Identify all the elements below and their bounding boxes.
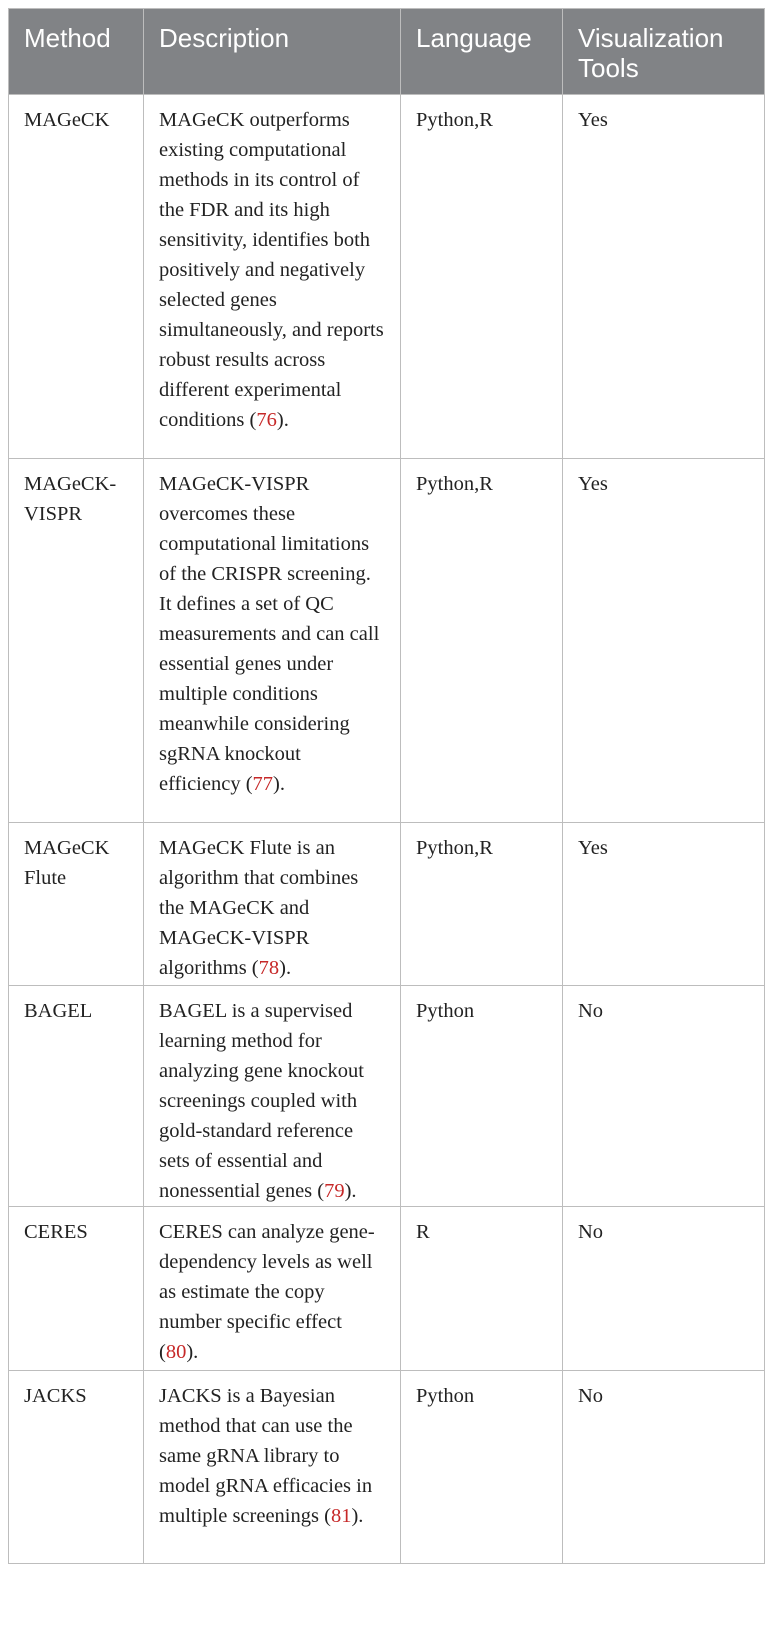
description-text: MAGeCK outperforms existing computational methods in its control of the FDR and its high sensitivity, identifies both positively and negatively selected genes simultaneously, and reports robust results across different experimental conditions (: [159, 109, 384, 431]
language-cell: R: [401, 1207, 563, 1371]
description-tail: ).: [186, 1341, 199, 1363]
language-cell: Python,R: [401, 459, 563, 823]
reference-link[interactable]: 78: [258, 957, 280, 979]
table-row: [9, 1207, 765, 1371]
description-tail: ).: [273, 773, 285, 795]
visualization-cell: Yes: [563, 95, 765, 459]
description-tail: ).: [279, 957, 292, 979]
description-tail: ).: [276, 409, 289, 431]
description-text: MAGeCK Flute is an algorithm that combines the MAGeCK and MAGeCK-VISPR algorithms (: [159, 837, 359, 979]
visualization-cell: No: [563, 1371, 765, 1564]
method-cell: MAGeCK-VISPR: [9, 459, 144, 823]
reference-link[interactable]: 79: [324, 1180, 345, 1202]
table-row: [9, 1371, 765, 1564]
method-cell: MAGeCK: [9, 95, 144, 459]
table-row: [9, 459, 765, 823]
visualization-cell: Yes: [563, 459, 765, 823]
language-cell: Python: [401, 1371, 563, 1564]
visualization-cell: No: [563, 1207, 765, 1371]
visualization-cell: Yes: [563, 823, 765, 986]
method-cell: BAGEL: [9, 986, 144, 1207]
description-text: BAGEL is a supervised learning method for analyzing gene knockout screenings coupled with gold-standard reference sets of essential and nonessential genes (: [159, 1000, 364, 1202]
methods-table: [8, 8, 765, 1564]
method-cell: CERES: [9, 1207, 144, 1371]
description-text: CERES can analyze gene-dependency levels as well as estimate the copy number specific effect (: [159, 1221, 375, 1363]
language-cell: Python,R: [401, 823, 563, 986]
table-row: [9, 823, 765, 986]
table-row: [9, 95, 765, 459]
reference-link[interactable]: 77: [252, 773, 274, 795]
method-cell: JACKS: [9, 1371, 144, 1564]
description-cell: [144, 95, 401, 459]
method-cell: MAGeCK Flute: [9, 823, 144, 986]
visualization-cell: No: [563, 986, 765, 1207]
header-visualization-tools: Visualization Tools: [563, 9, 765, 95]
description-tail: ).: [344, 1180, 357, 1202]
reference-link[interactable]: 80: [165, 1341, 187, 1363]
description-cell: [144, 1207, 401, 1371]
description-cell: [144, 823, 401, 986]
header-method: Method: [9, 9, 144, 95]
table-row: [9, 986, 765, 1207]
language-cell: Python,R: [401, 95, 563, 459]
header-row: [9, 9, 765, 95]
description-text: JACKS is a Bayesian method that can use the same gRNA library to model gRNA efficacies in multiple screenings (: [159, 1385, 373, 1527]
reference-link[interactable]: 76: [256, 409, 277, 431]
language-cell: Python: [401, 986, 563, 1207]
reference-link[interactable]: 81: [330, 1505, 352, 1527]
header-language: Language: [401, 9, 563, 95]
description-text: MAGeCK-VISPR overcomes these computational limitations of the CRISPR screening. It defines a set of QC measurements and can call essential genes under multiple conditions meanwhile considering sgRNA knockout efficiency (: [159, 473, 380, 795]
description-cell: [144, 986, 401, 1207]
header-description: Description: [144, 9, 401, 95]
description-cell: [144, 1371, 401, 1564]
description-cell: [144, 459, 401, 823]
description-tail: ).: [351, 1505, 364, 1527]
